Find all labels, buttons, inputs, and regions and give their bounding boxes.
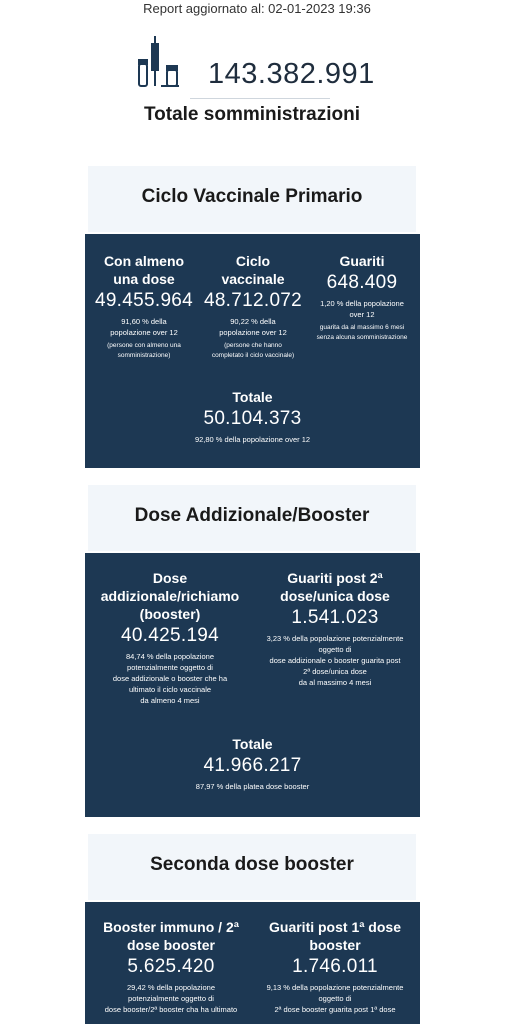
- total-administrations-number: 143.382.991: [208, 58, 375, 90]
- total-administrations-label: Totale somministrazioni: [143, 104, 361, 125]
- stat-total-booster: [85, 735, 420, 792]
- stat-subnote: guarita da al massimo 6 mesi senza alcuna somministrazione: [316, 324, 408, 341]
- stat-note: 84,74 % della popolazione potenzialmente oggetto di dose addizionale o booster che ha ultimato il ciclo vaccinale da almeno 4 mesi: [112, 652, 228, 705]
- stat-value: 49.455.964: [94, 290, 194, 311]
- stat-vaccination-cycle: [201, 252, 305, 361]
- stat-note: 87,97 % della platea dose booster: [195, 782, 310, 791]
- stat-booster-immuno: [93, 918, 249, 1015]
- stat-recovered: [309, 252, 415, 343]
- stat-value: 50.104.373: [203, 408, 302, 429]
- stat-value: 1.746.011: [292, 956, 378, 977]
- stat-value: 5.625.420: [127, 956, 215, 977]
- panel-booster: [85, 553, 420, 817]
- stat-total-primary: [85, 388, 420, 445]
- stat-at-least-one-dose: [91, 252, 197, 361]
- divider: [190, 98, 330, 99]
- stat-title: Totale: [232, 736, 273, 752]
- stat-subnote: (persone che hanno completato il ciclo vaccinale): [211, 342, 295, 359]
- stat-title: Guariti: [339, 253, 385, 269]
- stat-value: 48.712.072: [203, 290, 303, 311]
- section-title-primary-cycle: Ciclo Vaccinale Primario: [88, 166, 416, 232]
- stat-recovered-post-second-dose: [255, 569, 415, 688]
- stat-note: 3,23 % della popolazione potenzialmente oggetto di dose addizionale o booster guarita post 2ª dose/unica dose da al massimo 4 mesi: [266, 634, 404, 687]
- syringe-vials-icon: [136, 34, 182, 88]
- stat-value: 41.966.217: [203, 755, 302, 776]
- section-title-booster: Dose Addizionale/Booster: [88, 485, 416, 551]
- stat-value: 40.425.194: [120, 625, 220, 646]
- stat-title: Guariti post 2ª dose/unica dose: [280, 570, 390, 604]
- stat-recovered-post-first-booster: [257, 918, 413, 1015]
- stat-title: Totale: [232, 389, 273, 405]
- report-date: Report aggiornato al: 02-01-2023 19:36: [143, 1, 371, 16]
- stat-value: 1.541.023: [291, 607, 379, 628]
- hero-summary: [0, 32, 514, 128]
- stat-subnote: (persone con almeno una somministrazione): [107, 342, 181, 359]
- stat-title: Booster immuno / 2ª dose booster: [103, 919, 239, 953]
- section-title-second-booster: Seconda dose booster: [88, 834, 416, 900]
- stat-note: 92,80 % della popolazione over 12: [194, 435, 311, 444]
- stat-title: Con almeno una dose: [103, 253, 185, 287]
- panel-primary-cycle: [85, 234, 420, 468]
- stat-title: Guariti post 1ª dose booster: [269, 919, 401, 953]
- stat-note: 29,42 % della popolazione potenzialmente oggetto di dose booster/2ª booster cha ha ultimato: [104, 983, 238, 1014]
- stat-value: 648.409: [326, 272, 398, 293]
- panel-second-booster: [85, 902, 420, 1024]
- stat-note: 9,13 % della popolazione potenzialmente oggetto di 2ª dose booster guarita post 1ª dose: [266, 983, 404, 1014]
- stat-note: 91,60 % della popolazione over 12: [110, 317, 178, 337]
- stat-additional-dose: [95, 569, 245, 706]
- stat-title: Dose addizionale/richiamo (booster): [100, 570, 240, 622]
- stat-note: 90,22 % della popolazione over 12: [219, 317, 287, 337]
- stat-title: Ciclo vaccinale: [221, 253, 285, 287]
- stat-note: 1,20 % della popolazione over 12: [320, 299, 404, 319]
